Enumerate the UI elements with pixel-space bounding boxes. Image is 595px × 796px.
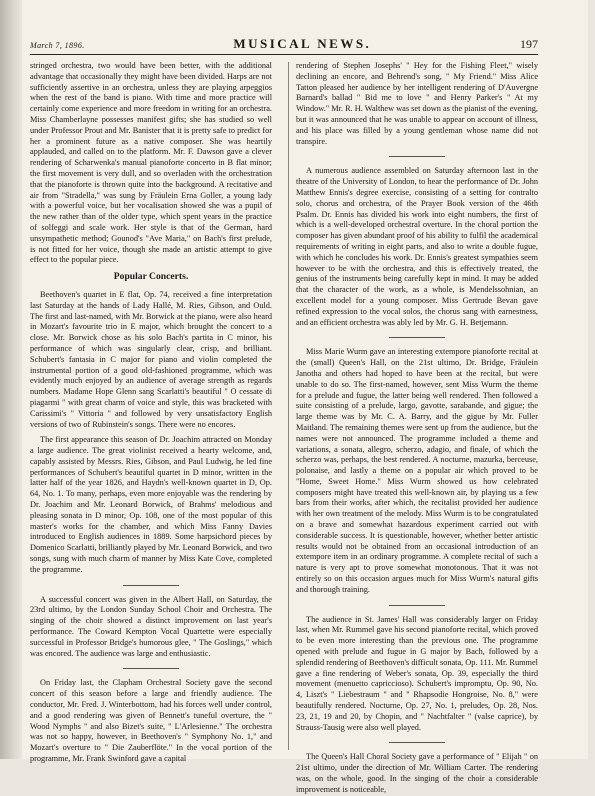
paragraph: A numerous audience assembled on Saturday afternoon last in the theatre of the University of London, to hear the performance of Dr. John Matthew Ennis's degree exercise, consisting of a setting for contralto solo, chorus and orchestra, of the Prayer Book version of the 46th Psalm. Dr. Ennis has divided his work into eight numbers, the first of which is a well-developed orchestral overture. In the choral portion the composer has given abundant proof of his ability to fulfil the academical requirements of writing in eight parts, and also to write a double fugue, with which he concludes his work. Dr. Ennis's greatest sympathies seem however to be with the orchestra, and this is effectively treated, the genius of the instruments being carefully kept in mind. It may be added that the character of the work, as a whole, is Mendelssohnian, an excellent model for a young composer. Miss Gertrude Bevan gave refined expression to the vocal solos, the chorus sang with earnestness, and an efficient orchestra was ably led by Mr. G. H. Betjemann. <box>296 166 538 327</box>
section-divider <box>123 668 179 669</box>
publication-title: MUSICAL NEWS. <box>233 36 372 51</box>
paragraph: stringed orchestra, two would have been better, with the additional advantage that occasionally they might have been divided. Harps are not sufficiently assertive in an orchestra, unless they are playing arpeggios when the rest of the band is piano. With time and more practice will certainly come experience and more freedom in writing for an orchestra. Miss Chamberlayne possesses manifest gifts; she has studied so well under Professor Prout and Mr. Banister that it is pretty safe to predict for her a prominent future as a native composer. She was heartily applauded, and called on to the platform. Mr. F. Dawson gave a clever rendering of Scharwenka's manual pianoforte concerto in B flat minor; the first movement is very dull, and so overladen with the orchestration that the pianoforte is thrown quite into the background. A recitative and air from "Stradella," was sung by Fräulein Erna Goller, a young lady with a powerful voice, but her vocalisation showed she was a pupil of the new rather than of the older type, which spent years in the practice of solfeggi and scale work. Her style is that of the German, hard unsympathetic method; Gounod's "Ave Maria," on Bach's first prelude, is not fitted for her voice, though she made an artistic attempt to give effect to the popular piece. <box>30 61 272 265</box>
header-rule <box>30 54 538 55</box>
paragraph: Beethoven's quartet in E flat, Op. 74, received a fine interpretation last Saturday at the hands of Lady Hallé, M. Ries, Gibson, and Ould. The first and last-named, with Mr. Borwick at the piano, were also heard in Mozart's favourite trio in E major, which brought the concert to a close. Mr. Borwick chose as his solo Bach's partita in C minor, his performance of which was singularly clear, crisp, and brilliant. Schubert's fantasia in C major for piano and violin completed the instrumental portion of a good old-fashioned programme, which was evidently much enjoyed by an audience of average strength as regards numbers. Madame Hope Glenn sang Scarlatti's beautiful " O cessate di piagarmi " with great charm of voice and style, this was bracketed with Carissimi's " Vittoria " and followed by very unsatisfactory English versions of two of Rubinstein's songs. There were no encores. <box>30 289 272 429</box>
section-heading: Popular Concerts. <box>113 271 189 283</box>
paragraph: Miss Marie Wurm gave an interesting extempore pianoforte recital at the (small) Queen's Hall, on the 21st ultimo, Dr. Bridge, Fräulein Janotha and others had hoped to have been at the recital, but were unable to do so. The first-named, however, sent Miss Wurm the theme for a prelude and fugue, the latter being well rendered. Then followed a suite consisting of a prelude, largo, gavotte, sarabande, and gigue; the large theme was by Mr. C. A. Barry, and the gigue by Mr. Fuller Maitland. The remaining themes were sent up from the audience, but the names were not announced. The programme included a theme and variations, a sonata, allegro, scherzo, adagio, and finale, of which the scherzo was, perhaps, the best rendered. A nocturne, mazurka, berceuse, polonaise, and lastly a theme on a popular air which proved to be "Home, Sweet Home." Miss Wurm showed us how celebrated composers might have treated this well-known air, by playing us a few bars from their works, after which, the recitalist provided her audience with her own treatment of the melody. Miss Wurm is to be congratulated on a brave and somewhat hazardous experiment carried out with considerable success. It is questionable, however, whether better artistic results would not be obtained from an occasional introduction of an extempore item in an ordinary programme. A complete recital of such a nature is very apt to prove somewhat monotonous. That it was not entirely so on this occasion argues much for Miss Wurm's natural gifts and thorough training. <box>296 347 538 594</box>
section-divider <box>389 337 445 338</box>
section-divider <box>389 156 445 157</box>
paragraph: rendering of Stephen Josephs' " Hey for the Fishing Fleet," wisely declining an encore, and Behrend's song, " My Friend." Miss Alice Tatton pleased her audience by her intelligent rendering of D'Auvergne Barnard's ballad " Bid me to love " and Henry Parker's " At my Window." Mr. R. H. Walthew was set down as the pianist of the evening, but it was announced that he was unable to appear on account of illness, and his place was filled by a young gentleman whose name did not transpire. <box>296 61 538 146</box>
section-divider <box>389 605 445 606</box>
binding-gutter <box>0 0 22 759</box>
right-column <box>296 61 538 794</box>
section-divider <box>389 742 445 743</box>
page-number: 197 <box>519 37 538 51</box>
left-column <box>30 61 272 764</box>
paragraph: The first appearance this season of Dr. Joachim attracted on Monday a large audience. The great violinist received a hearty welcome, and, capably assisted by Messrs. Ries, Gibson, and Paul Ludwig, he led fine performances of Schubert's beautiful quartet in D minor, written in the latter half of the year 1826, and Haydn's well-known quartet in D, Op. 64, No. 1. To many, perhaps, even more enjoyable was the rendering by Dr. Joachim and Mr. Leonard Borwick, of Brahms' melodious and pleasing sonata in D minor, Op. 108, one of the most popular of this master's works for the chamber, and which Miss Fanny Davies introduced to English audiences in 1889. Some harpsichord pieces by Domenico Scarlatti, brilliantly played by Mr. Leonard Borwick, and two songs, sung with much charm of manner by Miss Kate Cove, completed the programme. <box>30 435 272 574</box>
paragraph: The Queen's Hall Choral Society gave a performance of " Elijah " on 21st ultimo, under the direction of Mr. William Carter. The rendering was, on the whole, good. In the singing of the choir a considerable improvement is noticeable, <box>296 752 538 794</box>
column-rule <box>288 62 289 750</box>
paragraph: The audience in St. James' Hall was considerably larger on Friday last, when Mr. Rummel gave his second pianoforte recital, which proved to be even more interesting than the previous one. The programme opened with prelude and fugue in G major by Bach, followed by a splendid rendering of Beethoven's difficult sonata, Op. 111. Mr. Rummel gave a fine rendering of Weber's sonata, Op. 39, especially the third movement (menuetto capriccioso). Schubert's impromptu, Op. 90, No. 4, Liszt's " Liebestraum " and " Rhapsodie Hongroise, No. 8," were beautifully rendered. Nocturne, Op. 27, No. 1, preludes, Op. 28, Nos. 23, 21, 19 and 20, by Chopin, and " Nachtfalter " (valse caprice), by Strauss-Tausig were also well played. <box>296 614 538 732</box>
paragraph: On Friday last, the Clapham Orchestral Society gave the second concert of this season before a large and friendly audience. The conductor, Mr. Fred. J. Winterbottom, had his forces well under control, and a good rendering was given of Bennett's tuneful overture, the " Wood Nymphs " and also Bizet's suite, " L'Arlesienne." The orchestra was not so happy, however, in Beethoven's " Symphony No. 1," and Mozart's overture to " Die Zauberflöte." In the vocal portion of the programme, Mr. Frank Swinford gave a capital <box>30 678 272 764</box>
page-header <box>30 36 538 50</box>
section-divider <box>123 585 179 586</box>
issue-date: March 7, 1896. <box>30 41 85 50</box>
paragraph: A successful concert was given in the Albert Hall, on Saturday, the 23rd ultimo, by the London Sunday School Choir and Orchestra. The singing of the choir showed a distinct improvement on last year's performance. The Coward Kempton Vocal Quartette were especially successful in Professor Bridge's humorous glee, " The Goslings," which was encored. The audience was large and enthusiastic. <box>30 594 272 658</box>
